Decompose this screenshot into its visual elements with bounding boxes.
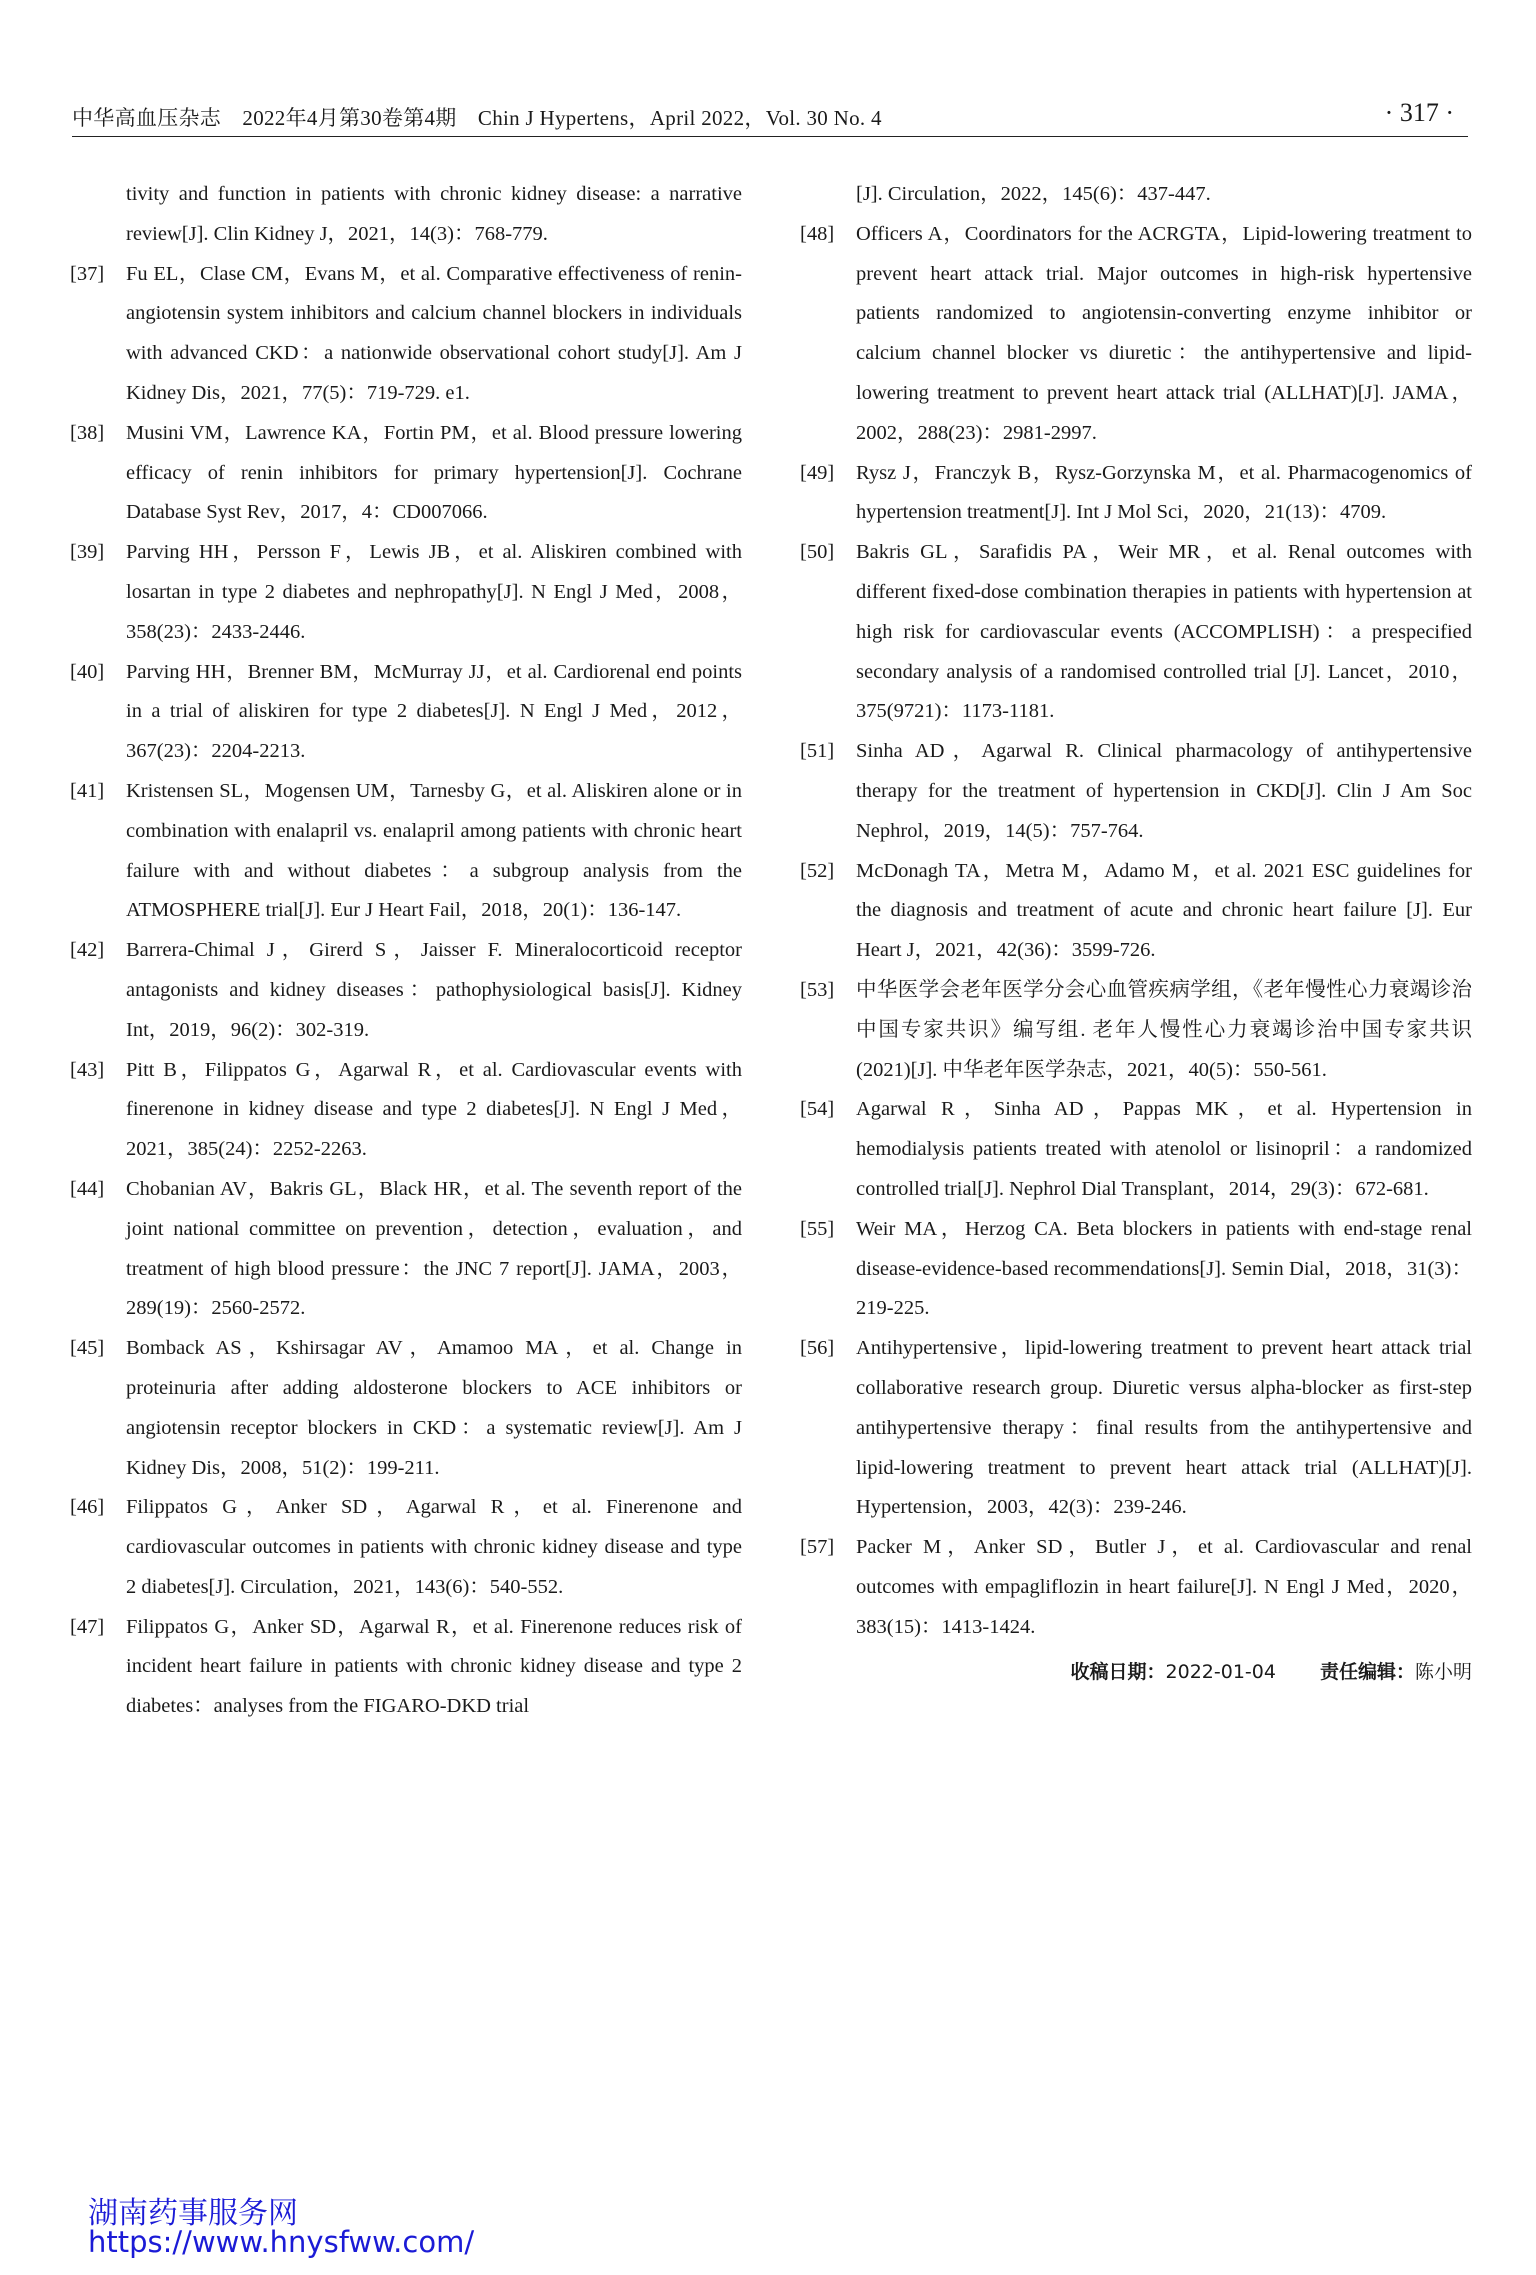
reference-text: Sinha AD，Agarwal R. Clinical pharmacology of antihypertensive therapy for the treatment of hypertension in CKD[J]. Clin J Am Soc Nephrol，2019，14(5)：757-764. <box>856 740 1472 842</box>
reference-number: [43] <box>70 1058 105 1081</box>
reference-item <box>800 1528 1472 1647</box>
reference-item <box>70 772 742 931</box>
reference-number: [57] <box>800 1536 835 1559</box>
reference-text: Chobanian AV，Bakris GL，Black HR，et al. The seventh report of the joint national committee on prevention，detection，evaluation，and treatment of high blood pressure：the JNC 7 report[J]. JAMA，2003，289(19)：2560-2572. <box>126 1177 742 1320</box>
watermark-site-name: 湖南药事服务网 <box>88 2196 298 2231</box>
reference-number: [50] <box>800 541 835 564</box>
reference-text: Kristensen SL，Mogensen UM，Tarnesby G，et al. Aliskiren alone or in combination with enalapril vs. enalapril among patients with chronic heart failure with and without diabetes：a subgroup analysis from the ATMOSPHERE trial[J]. Eur J Heart Fail，2018，20(1)：136-147. <box>126 779 742 922</box>
reference-item <box>70 1608 742 1727</box>
reference-continuation: tivity and function in patients with chronic kidney disease: a narrative review[J]. Clin Kidney J，2021，14(3)：768-779. <box>126 183 742 245</box>
watermark-url[interactable]: https://www.hnysfww.com/ <box>88 2225 475 2259</box>
reference-item <box>800 1329 1472 1528</box>
journal-info: 中华高血压杂志 2022年4月第30卷第4期 Chin J Hypertens，April 2022，Vol. 30 No. 4 <box>72 106 882 130</box>
reference-text: Packer M，Anker SD，Butler J，et al. Cardiovascular and renal outcomes with empagliflozin in heart failure[J]. N Engl J Med，2020，383(15)：1413-1424. <box>856 1536 1472 1638</box>
reference-text: Filippatos G，Anker SD，Agarwal R，et al. Finerenone and cardiovascular outcomes in patients with chronic kidney disease and type 2 diabetes[J]. Circulation，2021，143(6)：540-552. <box>126 1496 742 1598</box>
reference-number: [42] <box>70 939 105 962</box>
reference-text: Barrera-Chimal J，Girerd S，Jaisser F. Mineralocorticoid receptor antagonists and kidney diseases：pathophysiological basis[J]. Kidney Int，2019，96(2)：302-319. <box>126 939 742 1041</box>
reference-item <box>800 454 1472 534</box>
reference-text: Fu EL，Clase CM，Evans M，et al. Comparative effectiveness of renin-angiotensin system inhibitors and calcium channel blockers in individuals with advanced CKD：a nationwide observational cohort study[J]. Am J Kidney Dis，2021，77(5)：719-729. e1. <box>126 262 742 404</box>
reference-text: Pitt B，Filippatos G，Agarwal R，et al. Cardiovascular events with finerenone in kidney disease and type 2 diabetes[J]. N Engl J Med，2021，385(24)：2252-2263. <box>126 1058 742 1161</box>
page-number: · 317 · <box>1384 98 1454 127</box>
reference-number: [37] <box>70 262 105 285</box>
reference-number: [38] <box>70 421 105 444</box>
reference-text: Musini VM，Lawrence KA，Fortin PM，et al. Blood pressure lowering efficacy of renin inhibitors for primary hypertension[J]. Cochrane Database Syst Rev，2017，4：CD007066. <box>126 421 742 524</box>
reference-text: Weir MA，Herzog CA. Beta blockers in patients with end-stage renal disease-evidence-based recommendations[J]. Semin Dial，2018，31(3)：219-225. <box>856 1217 1472 1320</box>
reference-number: [55] <box>800 1217 835 1240</box>
reference-text: Parving HH，Brenner BM，McMurray JJ，et al. Cardiorenal end points in a trial of aliskiren for type 2 diabetes[J]. N Engl J Med，2012，367(23)：2204-2213. <box>126 660 742 763</box>
reference-number: [41] <box>70 779 105 802</box>
reference-item <box>70 533 742 652</box>
reference-text: Bomback AS，Kshirsagar AV，Amamoo MA，et al. Change in proteinuria after adding aldosterone blockers to ACE inhibitors or angiotensin receptor blockers in CKD：a systematic review[J]. Am J Kidney Dis，2008，51(2)：199-211. <box>126 1337 742 1479</box>
reference-text: McDonagh TA，Metra M，Adamo M，et al. 2021 ESC guidelines for the diagnosis and treatment of acute and chronic heart failure [J]. Eur Heart J，2021，42(36)：3599-726. <box>856 859 1472 962</box>
reference-item <box>800 1210 1472 1329</box>
received-date: 2022-01-04 <box>1165 1661 1276 1684</box>
reference-item <box>70 931 742 1050</box>
reference-item <box>800 971 1472 1090</box>
reference-number: [45] <box>70 1337 105 1360</box>
reference-item <box>70 1051 742 1170</box>
reference-number: [39] <box>70 541 105 564</box>
reference-item <box>70 1170 742 1329</box>
reference-item <box>800 852 1472 971</box>
reference-number: [53] <box>800 978 835 1001</box>
right-column <box>800 175 1472 1692</box>
reference-list-left <box>70 255 742 1727</box>
article-info <box>800 1653 1472 1692</box>
reference-continuation: [J]. Circulation，2022，145(6)：437-447. <box>856 183 1211 205</box>
reference-number: [49] <box>800 461 835 484</box>
reference-item <box>800 1090 1472 1209</box>
reference-item <box>70 414 742 533</box>
reference-number: [52] <box>800 859 835 882</box>
reference-item <box>800 732 1472 851</box>
reference-text: 中华医学会老年医学分会心血管疾病学组，《老年慢性心力衰竭诊治中国专家共识》编写组. 老年人慢性心力衰竭诊治中国专家共识(2021)[J]. 中华老年医学杂志，2021，40(5)：550-561. <box>856 978 1472 1081</box>
editor-label: 责任编辑： <box>1319 1661 1415 1684</box>
page-header <box>72 98 1468 137</box>
reference-item <box>70 1488 742 1607</box>
reference-item <box>70 255 742 414</box>
reference-item <box>70 1329 742 1488</box>
reference-text: Officers A，Coordinators for the ACRGTA，Lipid-lowering treatment to prevent heart attack trial. Major outcomes in high-risk hypertensive patients randomized to angiotensin-converting enzyme inhibitor or calcium channel blocker vs diuretic：the antihypertensive and lipid-lowering treatment to prevent heart attack trial (ALLHAT)[J]. JAMA，2002，288(23)：2981-2997. <box>856 222 1472 444</box>
reference-text: Bakris GL，Sarafidis PA，Weir MR，et al. Renal outcomes with different fixed-dose combination therapies in patients with hypertension at high risk for cardiovascular events (ACCOMPLISH)：a prespecified secondary analysis of a randomised controlled trial [J]. Lancet，2010，375(9721)：1173-1181. <box>856 541 1472 723</box>
reference-number: [51] <box>800 740 835 763</box>
reference-text: Filippatos G，Anker SD，Agarwal R，et al. Finerenone reduces risk of incident heart failure in patients with chronic kidney disease and type 2 diabetes：analyses from the FIGARO-DKD trial <box>126 1615 742 1718</box>
reference-list-right <box>800 215 1472 1648</box>
reference-number: [44] <box>70 1177 105 1200</box>
reference-item <box>800 533 1472 732</box>
reference-text: Rysz J，Franczyk B，Rysz-Gorzynska M，et al. Pharmacogenomics of hypertension treatment[J]. Int J Mol Sci，2020，21(13)：4709. <box>856 461 1472 524</box>
reference-item <box>800 215 1472 454</box>
reference-text: Antihypertensive，lipid-lowering treatment to prevent heart attack trial collaborative research group. Diuretic versus alpha-blocker as first-step antihypertensive therapy：final results from the antihypertensive and lipid-lowering treatment to prevent heart attack trial (ALLHAT)[J]. Hypertension，2003，42(3)：239-246. <box>856 1337 1472 1519</box>
reference-number: [56] <box>800 1337 835 1360</box>
reference-number: [47] <box>70 1615 105 1638</box>
reference-number: [40] <box>70 660 105 683</box>
left-column <box>70 175 742 1727</box>
reference-number: [46] <box>70 1496 105 1519</box>
reference-text: Agarwal R，Sinha AD，Pappas MK，et al. Hypertension in hemodialysis patients treated with atenolol or lisinopril：a randomized controlled trial[J]. Nephrol Dial Transplant，2014，29(3)：672-681. <box>856 1098 1472 1200</box>
reference-number: [54] <box>800 1098 835 1121</box>
reference-item <box>70 653 742 772</box>
received-label: 收稿日期： <box>1070 1661 1166 1684</box>
reference-number: [48] <box>800 222 835 245</box>
editor-name: 陈小明 <box>1414 1661 1472 1684</box>
reference-text: Parving HH，Persson F，Lewis JB，et al. Aliskiren combined with losartan in type 2 diabetes and nephropathy[J]. N Engl J Med，2008，358(23)：2433-2446. <box>126 541 742 643</box>
